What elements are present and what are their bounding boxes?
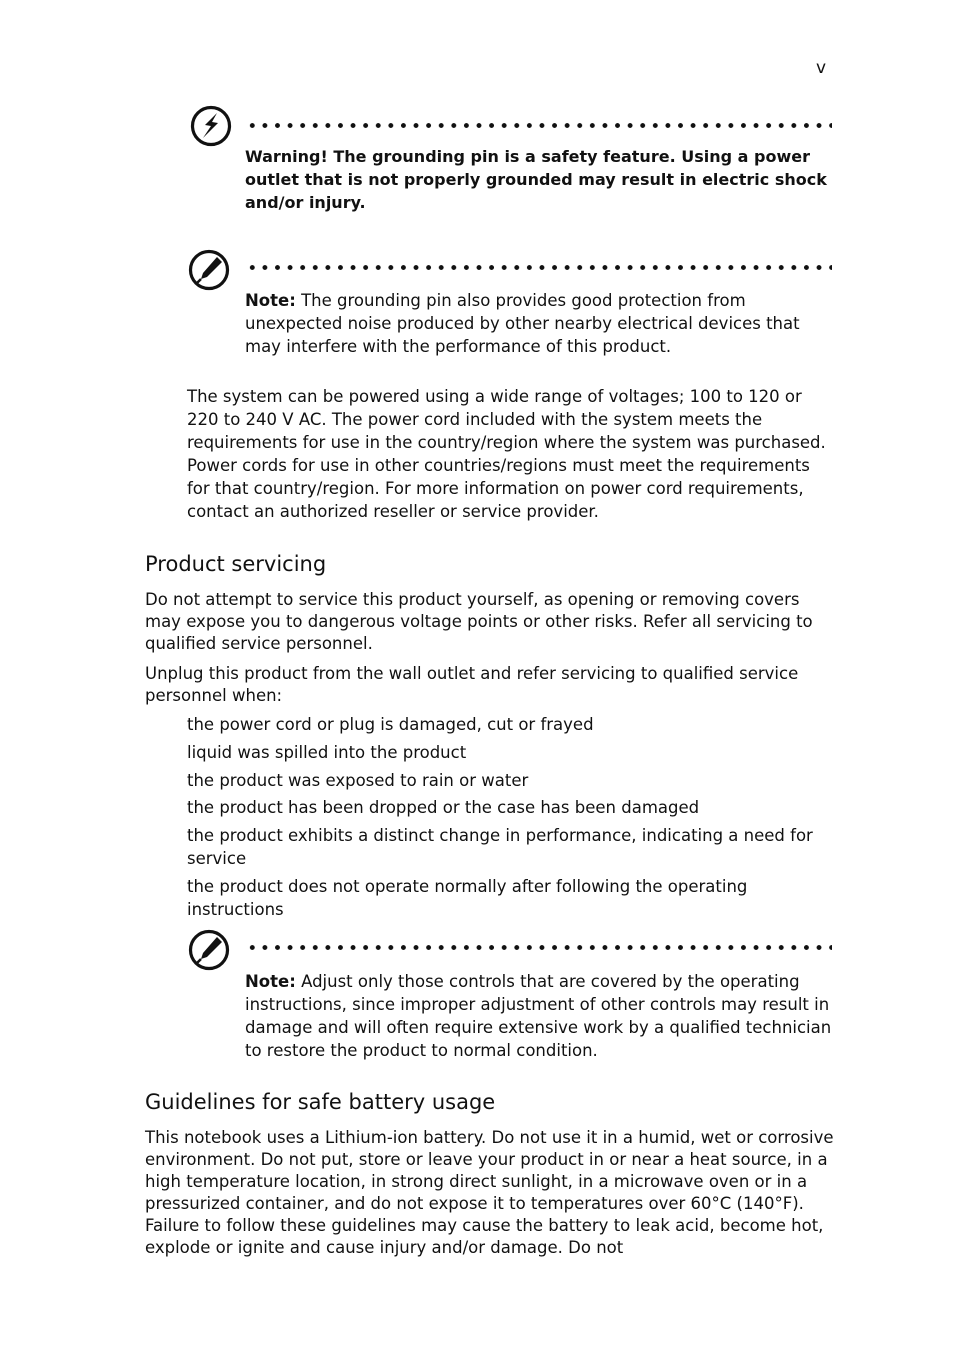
note-pen-icon [188, 929, 230, 971]
note2-body: Adjust only those controls that are covered by the operating instructions, since improper adjustment of other controls may result in damage and will often require extensive work by a qualified technician to restore the product to normal condition. [245, 972, 832, 1060]
battery-paragraph: This notebook uses a Lithium-ion battery. Do not use it in a humid, wet or corrosive environment. Do not put, store or leave your product in or near a heat source, in a high temperature location, in strong direct sunlight, in a microwave oven or in a pressurized container, and do not expose it to temperatures over 60°C (140°F). Failure to follow these guidelines may cause the battery to leak acid, become hot, explode or ignite and cause injury and/or damage. Do not [145, 1128, 834, 1257]
list-item: the product does not operate normally after following the operating instructions [187, 877, 748, 919]
product-servicing-heading: Product servicing [145, 552, 327, 576]
list-item: the power cord or plug is damaged, cut or frayed [187, 715, 594, 734]
note1-body: The grounding pin also provides good protection from unexpected noise produced by other nearby electrical devices that may interfere with the performance of this product. [245, 291, 800, 356]
note1-text [245, 289, 835, 358]
note2-divider [246, 945, 832, 950]
list-item: the product was exposed to rain or water [187, 771, 529, 790]
list-item: liquid was spilled into the product [187, 743, 467, 762]
note-pen-icon [188, 249, 230, 291]
lightning-warning-icon [190, 105, 232, 147]
servicing-paragraph-2: Unplug this product from the wall outlet and refer servicing to qualified service personnel when: [145, 664, 799, 705]
battery-heading: Guidelines for safe battery usage [145, 1090, 496, 1114]
voltage-paragraph: The system can be powered using a wide range of voltages; 100 to 120 or 220 to 240 V AC. The power cord included with the system meets the requirements for use in the country/region where the system was purchased. Power cords for use in other countries/regions must meet the requirements for that country/region. For more information on power cord requirements, contact an authorized reseller or service provider. [187, 387, 826, 521]
warning-divider [246, 123, 832, 128]
page-number: v [816, 58, 827, 78]
note1-divider [246, 265, 832, 270]
list-item: the product has been dropped or the case has been damaged [187, 798, 700, 817]
note2-label: Note: [245, 972, 296, 991]
note1-label: Note: [245, 291, 296, 310]
warning-text: Warning! The grounding pin is a safety feature. Using a power outlet that is not properly grounded may result in electric shock and/or injury. [245, 147, 827, 212]
note2-text [245, 970, 835, 1062]
list-item: the product exhibits a distinct change in performance, indicating a need for service [187, 826, 813, 868]
servicing-paragraph-1: Do not attempt to service this product yourself, as opening or removing covers may expose you to dangerous voltage points or other risks. Refer all servicing to qualified service personnel. [145, 590, 813, 653]
